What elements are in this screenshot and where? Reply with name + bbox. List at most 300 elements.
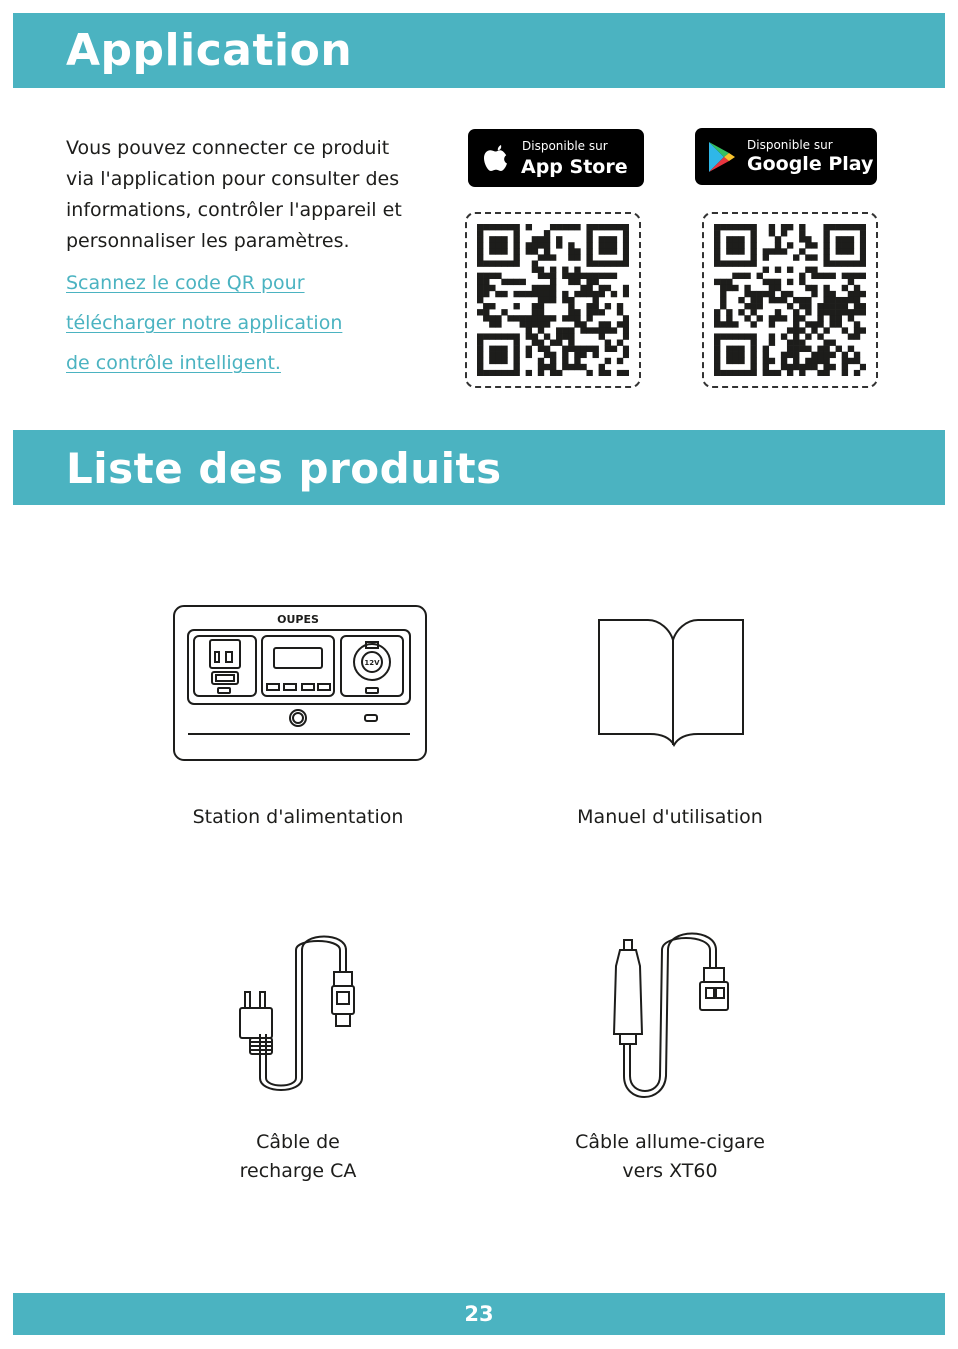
qr-module	[854, 327, 860, 333]
qr-module	[477, 340, 483, 346]
qr-module	[738, 242, 744, 248]
qr-module	[586, 309, 592, 315]
qr-module	[477, 279, 483, 285]
qr-module	[586, 291, 592, 297]
qr-module	[593, 224, 599, 230]
qr-module	[787, 340, 793, 346]
qr-module	[586, 260, 592, 266]
qr-module	[538, 236, 544, 242]
app-store-badge[interactable]	[468, 129, 644, 187]
qr-module	[513, 254, 519, 260]
qr-module	[738, 333, 744, 339]
qr-module	[599, 333, 605, 339]
qr-module	[586, 254, 592, 260]
qr-module	[495, 352, 501, 358]
qr-module	[489, 315, 495, 321]
qr-module	[556, 242, 562, 248]
qr-module	[617, 309, 623, 315]
qr-module	[513, 340, 519, 346]
qr-module	[720, 224, 726, 230]
qr-module	[501, 224, 507, 230]
port-label: 12V	[364, 659, 380, 667]
qr-module	[805, 321, 811, 327]
qr-module	[544, 285, 550, 291]
qr-module	[586, 315, 592, 321]
qr-module	[848, 279, 854, 285]
qr-module	[611, 224, 617, 230]
qr-module	[623, 327, 629, 333]
qr-module	[520, 279, 526, 285]
qr-module	[489, 358, 495, 364]
google-play-big-label: Google Play	[747, 153, 874, 175]
qr-module	[787, 327, 793, 333]
qr-module	[532, 285, 538, 291]
qr-module	[811, 254, 817, 260]
qr-module	[793, 364, 799, 370]
qr-module	[568, 254, 574, 260]
qr-module	[489, 285, 495, 291]
qr-module	[599, 370, 605, 376]
qr-module	[830, 224, 836, 230]
qr-module	[811, 242, 817, 248]
qr-module	[769, 291, 775, 297]
qr-module	[744, 273, 750, 279]
qr-module	[763, 370, 769, 376]
qr-module	[501, 358, 507, 364]
qr-module	[805, 364, 811, 370]
qr-module	[732, 236, 738, 242]
qr-module	[860, 236, 866, 242]
qr-module	[781, 352, 787, 358]
qr-module	[586, 346, 592, 352]
qr-module	[763, 346, 769, 352]
qr-module	[726, 309, 732, 315]
qr-module	[556, 340, 562, 346]
qr-module	[726, 242, 732, 248]
qr-module	[781, 364, 787, 370]
qr-module	[544, 346, 550, 352]
qr-module	[623, 346, 629, 352]
qr-module	[501, 333, 507, 339]
qr-module	[848, 273, 854, 279]
qr-module	[823, 242, 829, 248]
qr-module	[769, 285, 775, 291]
qr-module	[750, 236, 756, 242]
qr-module	[854, 358, 860, 364]
qr-module	[513, 315, 519, 321]
qr-module	[799, 327, 805, 333]
qr-module	[817, 370, 823, 376]
qr-module	[836, 321, 842, 327]
qr-module	[787, 242, 793, 248]
qr-module	[720, 279, 726, 285]
qr-module	[586, 327, 592, 333]
qr-module	[836, 248, 842, 254]
app-store-small-label: Disponible sur	[522, 139, 608, 153]
qr-module	[848, 224, 854, 230]
qr-module	[489, 321, 495, 327]
qr-module	[623, 224, 629, 230]
qr-module	[483, 285, 489, 291]
application-header	[13, 13, 945, 88]
qr-module	[763, 352, 769, 358]
qr-module	[526, 333, 532, 339]
qr-module	[477, 248, 483, 254]
qr-module	[805, 285, 811, 291]
qr-module	[775, 285, 781, 291]
qr-module	[599, 309, 605, 315]
qr-module	[544, 315, 550, 321]
qr-module	[726, 260, 732, 266]
qr-module	[623, 236, 629, 242]
qr-module	[550, 273, 556, 279]
qr-module	[574, 315, 580, 321]
qr-module	[550, 267, 556, 273]
qr-module	[750, 333, 756, 339]
qr-module	[738, 224, 744, 230]
qr-module	[605, 236, 611, 242]
qr-module	[775, 279, 781, 285]
qr-module	[538, 297, 544, 303]
qr-module	[605, 242, 611, 248]
qr-module	[580, 352, 586, 358]
page-footer	[13, 1293, 945, 1335]
qr-module	[714, 346, 720, 352]
qr-module	[507, 224, 513, 230]
qr-module	[599, 224, 605, 230]
qr-module	[574, 267, 580, 273]
qr-module	[556, 224, 562, 230]
qr-module	[605, 224, 611, 230]
qr-module	[599, 273, 605, 279]
qr-module	[720, 291, 726, 297]
qr-module	[854, 309, 860, 315]
qr-module	[623, 285, 629, 291]
qr-module	[495, 224, 501, 230]
qr-module	[854, 291, 860, 297]
qr-module	[854, 352, 860, 358]
qr-module	[544, 321, 550, 327]
qr-module	[623, 315, 629, 321]
qr-module	[720, 303, 726, 309]
qr-module	[477, 333, 483, 339]
intro-line: personnaliser les paramètres.	[66, 230, 350, 252]
qr-module	[593, 352, 599, 358]
qr-module	[787, 291, 793, 297]
qr-module	[860, 327, 866, 333]
qr-module	[477, 364, 483, 370]
qr-module	[532, 315, 538, 321]
qr-module	[842, 224, 848, 230]
intro-line: informations, contrôler l'appareil et	[66, 199, 402, 221]
qr-module	[823, 370, 829, 376]
qr-module	[605, 260, 611, 266]
qr-module	[562, 267, 568, 273]
qr-module	[787, 224, 793, 230]
app-store-big-label: App Store	[521, 156, 628, 178]
qr-module	[611, 236, 617, 242]
qr-module	[732, 248, 738, 254]
qr-module	[744, 333, 750, 339]
qr-module	[605, 340, 611, 346]
qr-module	[823, 303, 829, 309]
qr-module	[750, 309, 756, 315]
qr-module	[623, 230, 629, 236]
qr-module	[805, 254, 811, 260]
qr-module	[495, 248, 501, 254]
qr-module	[830, 303, 836, 309]
qr-module	[501, 309, 507, 315]
qr-module	[763, 254, 769, 260]
qr-module	[842, 260, 848, 266]
qr-module	[605, 248, 611, 254]
qr-module	[769, 358, 775, 364]
qr-module	[538, 291, 544, 297]
qr-module	[538, 285, 544, 291]
qr-module	[605, 358, 611, 364]
qr-module	[623, 291, 629, 297]
qr-module	[823, 358, 829, 364]
qr-module	[550, 297, 556, 303]
qr-module	[732, 370, 738, 376]
qr-module	[823, 340, 829, 346]
qr-module	[732, 242, 738, 248]
qr-module	[750, 303, 756, 309]
qr-module	[805, 236, 811, 242]
qr-module	[781, 333, 787, 339]
qr-module	[513, 230, 519, 236]
qr-module	[769, 321, 775, 327]
qr-module	[830, 364, 836, 370]
qr-module	[787, 370, 793, 376]
qr-module	[617, 370, 623, 376]
qr-module	[823, 364, 829, 370]
qr-module	[817, 321, 823, 327]
scan-link-line-1[interactable]: Scannez le code QR pour	[66, 272, 305, 294]
qr-module	[805, 346, 811, 352]
qr-module	[477, 291, 483, 297]
qr-module	[732, 333, 738, 339]
qr-module	[726, 236, 732, 242]
qr-module	[574, 224, 580, 230]
qr-module	[544, 254, 550, 260]
qr-module	[787, 303, 793, 309]
qr-module	[775, 236, 781, 242]
qr-module	[562, 358, 568, 364]
qr-module	[842, 352, 848, 358]
qr-module	[817, 315, 823, 321]
qr-module	[830, 297, 836, 303]
qr-module	[744, 224, 750, 230]
application-title: Application	[66, 25, 353, 76]
qr-module	[538, 321, 544, 327]
qr-module	[477, 309, 483, 315]
qr-module	[714, 224, 720, 230]
qr-module	[501, 260, 507, 266]
qr-module	[526, 352, 532, 358]
qr-module	[574, 291, 580, 297]
qr-module	[586, 224, 592, 230]
qr-module	[811, 352, 817, 358]
qr-module	[854, 285, 860, 291]
qr-module	[513, 242, 519, 248]
qr-module	[513, 358, 519, 364]
qr-module	[611, 273, 617, 279]
qr-module	[532, 248, 538, 254]
qr-module	[593, 303, 599, 309]
qr-module	[781, 230, 787, 236]
qr-module	[750, 358, 756, 364]
google-play-qr-code	[702, 212, 878, 388]
car-cable-caption-line: vers XT60	[622, 1160, 718, 1182]
app-store-qr-code	[465, 212, 641, 388]
google-play-icon	[707, 141, 737, 173]
qr-module	[544, 273, 550, 279]
manual-caption: Manuel d'utilisation	[577, 806, 763, 828]
qr-module	[605, 321, 611, 327]
qr-module	[726, 224, 732, 230]
qr-module	[799, 273, 805, 279]
google-play-small-label: Disponible sur	[747, 138, 833, 152]
qr-module	[586, 273, 592, 279]
qr-module	[799, 248, 805, 254]
qr-module	[848, 315, 854, 321]
qr-module	[593, 327, 599, 333]
qr-module	[568, 273, 574, 279]
qr-module	[842, 273, 848, 279]
qr-module	[799, 236, 805, 242]
qr-module	[489, 260, 495, 266]
qr-module	[580, 291, 586, 297]
qr-module	[501, 291, 507, 297]
qr-module	[483, 315, 489, 321]
qr-module	[580, 285, 586, 291]
qr-module	[538, 254, 544, 260]
qr-module	[775, 315, 781, 321]
qr-module	[550, 358, 556, 364]
qr-module	[781, 315, 787, 321]
qr-module	[793, 346, 799, 352]
qr-code-icon	[714, 224, 866, 376]
qr-module	[526, 327, 532, 333]
qr-module	[720, 333, 726, 339]
qr-module	[483, 279, 489, 285]
qr-module	[726, 358, 732, 364]
qr-module	[526, 370, 532, 376]
qr-module	[811, 285, 817, 291]
qr-module	[781, 358, 787, 364]
qr-module	[513, 260, 519, 266]
manual-book-icon	[598, 618, 746, 748]
qr-module	[513, 236, 519, 242]
qr-module	[799, 279, 805, 285]
qr-module	[605, 346, 611, 352]
qr-module	[586, 303, 592, 309]
qr-module	[550, 352, 556, 358]
qr-module	[842, 303, 848, 309]
qr-module	[836, 236, 842, 242]
qr-module	[823, 254, 829, 260]
qr-module	[793, 333, 799, 339]
qr-module	[757, 303, 763, 309]
qr-module	[520, 321, 526, 327]
qr-module	[599, 242, 605, 248]
qr-module	[495, 260, 501, 266]
scan-link-line-2[interactable]: télécharger notre application	[66, 312, 343, 334]
qr-module	[538, 327, 544, 333]
qr-module	[477, 358, 483, 364]
car-cable-caption-line: Câble allume-cigare	[575, 1131, 765, 1153]
power-station-caption: Station d'alimentation	[192, 806, 404, 828]
qr-module	[532, 267, 538, 273]
qr-module	[799, 340, 805, 346]
qr-module	[750, 224, 756, 230]
qr-module	[823, 248, 829, 254]
qr-module	[574, 279, 580, 285]
qr-module	[775, 248, 781, 254]
qr-module	[732, 346, 738, 352]
qr-module	[501, 370, 507, 376]
qr-module	[513, 248, 519, 254]
qr-module	[568, 242, 574, 248]
qr-module	[775, 297, 781, 303]
qr-module	[738, 260, 744, 266]
qr-module	[526, 321, 532, 327]
qr-module	[617, 260, 623, 266]
qr-module	[611, 248, 617, 254]
qr-module	[757, 315, 763, 321]
qr-module	[763, 267, 769, 273]
qr-module	[769, 248, 775, 254]
qr-module	[580, 346, 586, 352]
qr-module	[501, 248, 507, 254]
qr-module	[562, 333, 568, 339]
qr-module	[750, 340, 756, 346]
qr-module	[799, 370, 805, 376]
qr-module	[738, 248, 744, 254]
qr-module	[714, 248, 720, 254]
qr-module	[714, 236, 720, 242]
qr-module	[562, 297, 568, 303]
qr-module	[720, 260, 726, 266]
qr-module	[732, 260, 738, 266]
qr-module	[830, 352, 836, 358]
qr-module	[781, 291, 787, 297]
intro-line: Vous pouvez connecter ce produit	[66, 137, 390, 159]
qr-module	[836, 303, 842, 309]
qr-module	[793, 315, 799, 321]
qr-module	[854, 224, 860, 230]
qr-module	[489, 303, 495, 309]
qr-module	[623, 242, 629, 248]
qr-module	[817, 333, 823, 339]
qr-module	[769, 297, 775, 303]
qr-module	[562, 352, 568, 358]
qr-module	[750, 254, 756, 260]
qr-module	[738, 358, 744, 364]
qr-module	[574, 254, 580, 260]
qr-module	[805, 297, 811, 303]
qr-module	[714, 254, 720, 260]
qr-module	[526, 224, 532, 230]
scan-link-line-3[interactable]: de contrôle intelligent.	[66, 352, 281, 374]
qr-module	[842, 242, 848, 248]
google-play-badge[interactable]	[695, 128, 877, 185]
qr-module	[811, 321, 817, 327]
power-station-icon	[172, 602, 428, 764]
qr-module	[860, 242, 866, 248]
qr-module	[799, 346, 805, 352]
